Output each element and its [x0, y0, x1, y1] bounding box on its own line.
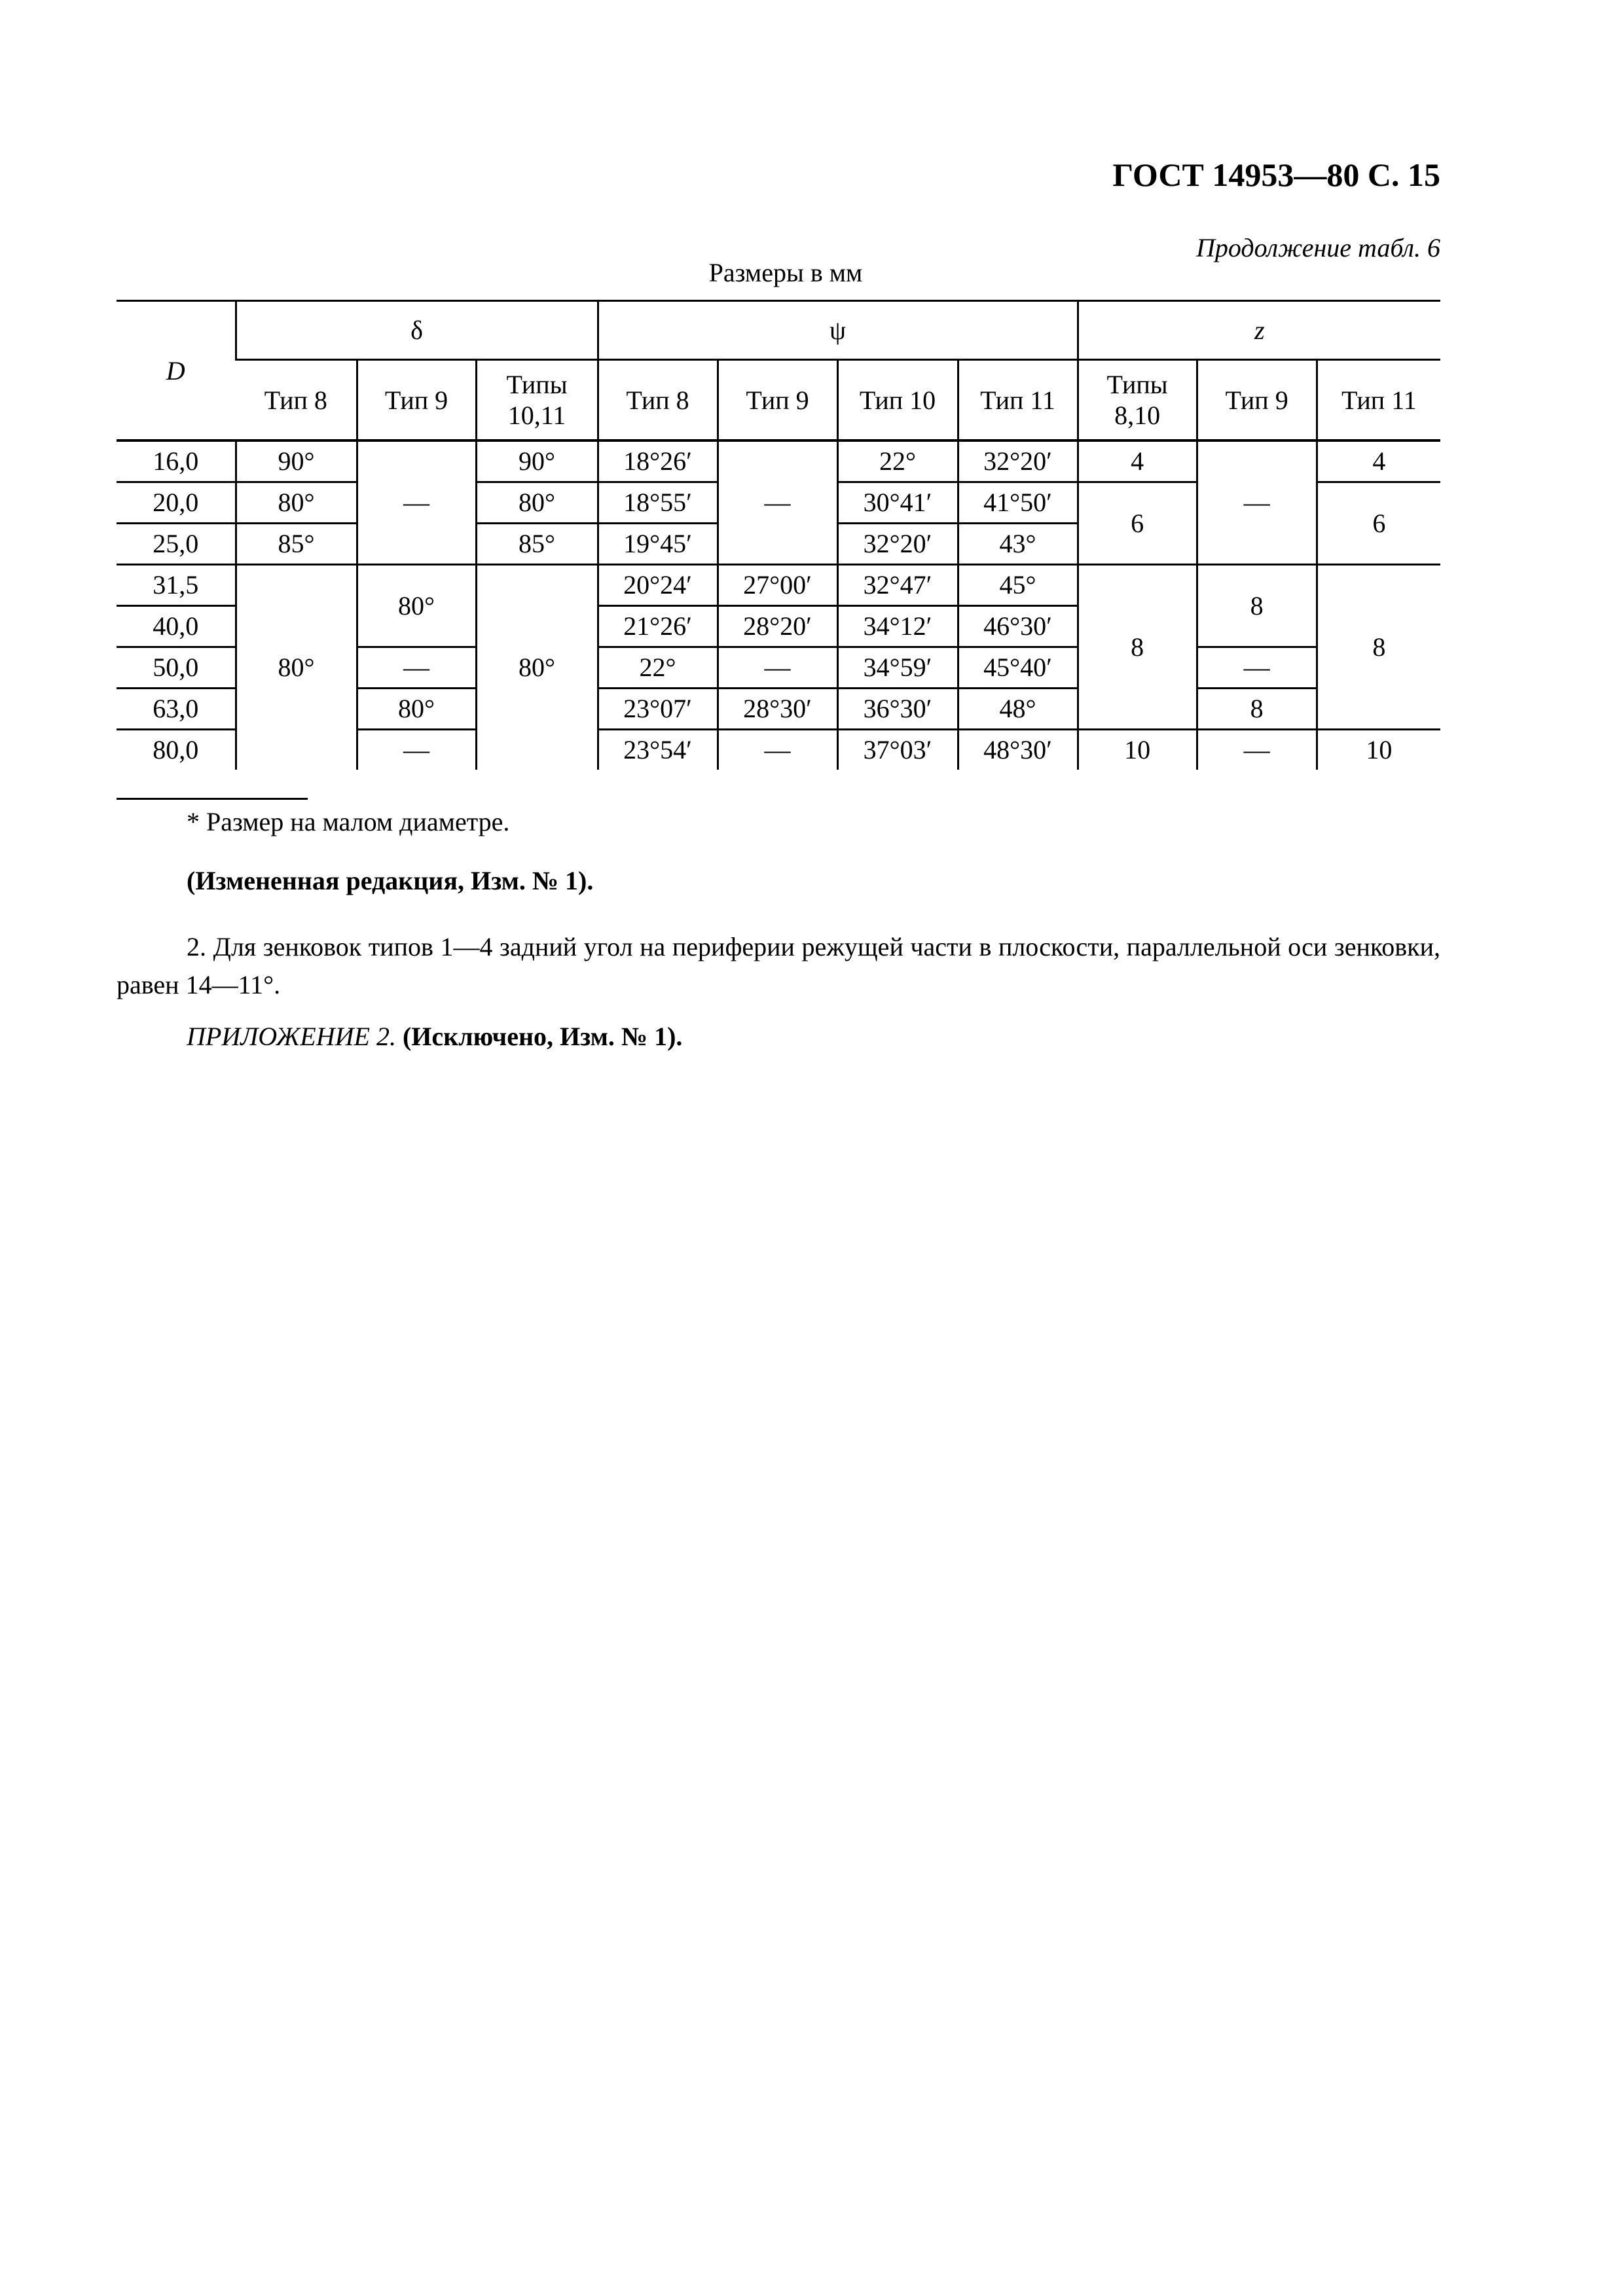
cell-psi-type10: 34°59′ — [837, 647, 958, 689]
footnote: * Размер на малом диаметре. — [187, 807, 510, 836]
cell-psi-type10: 34°12′ — [837, 606, 958, 647]
cell-psi-type8: 18°26′ — [598, 440, 718, 482]
paragraph-2: 2. Для зенковок типов 1—4 задний угол на периферии режущей части в плоскости, параллельной оси зенковки, равен 14—11°. — [117, 932, 1440, 999]
cell-delta-type8: 80° — [236, 482, 357, 524]
cell-psi-type9: 27°00′ — [718, 565, 837, 606]
cell-psi-type10: 22° — [837, 440, 958, 482]
cell-psi-type9: — — [718, 647, 837, 689]
col-header-z-types8-10: Типы 8,10 — [1078, 360, 1197, 441]
cell-z-type11: 6 — [1317, 482, 1440, 565]
table-row — [117, 440, 1440, 482]
cell-psi-type11: 45° — [958, 565, 1078, 606]
cell-psi-type10: 36°30′ — [837, 689, 958, 730]
cell-psi-type8: 19°45′ — [598, 524, 718, 565]
cell-delta-type9: — — [357, 647, 476, 689]
cell-delta-type9: 80° — [357, 689, 476, 730]
cell-psi-type9: — — [718, 730, 837, 770]
cell-d: 20,0 — [117, 482, 236, 524]
cell-d: 16,0 — [117, 440, 236, 482]
appendix-label: ПРИЛОЖЕНИЕ 2. — [187, 1022, 396, 1051]
cell-psi-type10: 30°41′ — [837, 482, 958, 524]
col-header-psi-type9: Тип 9 — [718, 360, 837, 441]
cell-delta-types10-11: 80° — [476, 482, 598, 524]
cell-d: 25,0 — [117, 524, 236, 565]
dimensions-table — [117, 300, 1440, 770]
cell-delta-type8: 80° — [236, 565, 357, 770]
group-header-z: z — [1078, 301, 1440, 360]
cell-psi-type8: 21°26′ — [598, 606, 718, 647]
cell-z-types8-10: 8 — [1078, 565, 1197, 730]
cell-z-type9: — — [1197, 647, 1317, 689]
table-row — [117, 565, 1440, 606]
col-header-d: D — [117, 301, 236, 441]
appendix-status: (Исключено, Изм. № 1). — [402, 1022, 683, 1051]
page-title: ГОСТ 14953—80 С. 15 — [1112, 156, 1440, 193]
cell-z-type9: — — [1197, 440, 1317, 565]
header-row-types — [117, 360, 1440, 441]
col-header-delta-type8: Тип 8 — [236, 360, 357, 441]
cell-psi-type9: 28°30′ — [718, 689, 837, 730]
col-header-psi-type10: Тип 10 — [837, 360, 958, 441]
cell-psi-type8: 23°54′ — [598, 730, 718, 770]
units-label: Размеры в мм — [708, 258, 863, 287]
footnote-divider — [117, 798, 308, 800]
col-header-z-type11: Тип 11 — [1317, 360, 1440, 441]
cell-z-type11: 4 — [1317, 440, 1440, 482]
cell-psi-type9: — — [718, 440, 837, 565]
appendix-note — [187, 1021, 682, 1052]
col-header-delta-types10-11: Типы 10,11 — [476, 360, 598, 441]
cell-z-types8-10: 10 — [1078, 730, 1197, 770]
cell-z-type11: 8 — [1317, 565, 1440, 730]
cell-d: 50,0 — [117, 647, 236, 689]
cell-z-type9: 8 — [1197, 565, 1317, 647]
cell-z-type9: 8 — [1197, 689, 1317, 730]
col-header-z-type9: Тип 9 — [1197, 360, 1317, 441]
cell-d: 31,5 — [117, 565, 236, 606]
cell-delta-type9: 80° — [357, 565, 476, 647]
cell-z-type11: 10 — [1317, 730, 1440, 770]
cell-z-types8-10: 6 — [1078, 482, 1197, 565]
cell-delta-types10-11: 85° — [476, 524, 598, 565]
cell-d: 80,0 — [117, 730, 236, 770]
cell-psi-type10: 37°03′ — [837, 730, 958, 770]
cell-delta-type8: 90° — [236, 440, 357, 482]
cell-delta-type9: — — [357, 730, 476, 770]
cell-d: 63,0 — [117, 689, 236, 730]
col-header-psi-type11: Тип 11 — [958, 360, 1078, 441]
col-header-psi-type8: Тип 8 — [598, 360, 718, 441]
cell-psi-type8: 20°24′ — [598, 565, 718, 606]
cell-delta-type8: 85° — [236, 524, 357, 565]
cell-psi-type10: 32°47′ — [837, 565, 958, 606]
cell-delta-types10-11: 90° — [476, 440, 598, 482]
cell-psi-type11: 45°40′ — [958, 647, 1078, 689]
cell-psi-type11: 48° — [958, 689, 1078, 730]
amendment-note: (Измененная редакция, Изм. № 1). — [187, 866, 594, 895]
cell-psi-type8: 23°07′ — [598, 689, 718, 730]
cell-psi-type11: 32°20′ — [958, 440, 1078, 482]
cell-psi-type10: 32°20′ — [837, 524, 958, 565]
cell-psi-type11: 48°30′ — [958, 730, 1078, 770]
header-row-groups — [117, 301, 1440, 360]
cell-psi-type8: 22° — [598, 647, 718, 689]
cell-d: 40,0 — [117, 606, 236, 647]
cell-psi-type8: 18°55′ — [598, 482, 718, 524]
cell-delta-types10-11: 80° — [476, 565, 598, 770]
group-header-delta: δ — [236, 301, 598, 360]
cell-psi-type9: 28°20′ — [718, 606, 837, 647]
cell-z-type9: — — [1197, 730, 1317, 770]
cell-delta-type9: — — [357, 440, 476, 565]
cell-psi-type11: 43° — [958, 524, 1078, 565]
table-caption: Продолжение табл. 6 — [1195, 233, 1440, 262]
cell-psi-type11: 41°50′ — [958, 482, 1078, 524]
col-header-delta-type9: Тип 9 — [357, 360, 476, 441]
cell-psi-type11: 46°30′ — [958, 606, 1078, 647]
group-header-psi: ψ — [598, 301, 1078, 360]
cell-z-types8-10: 4 — [1078, 440, 1197, 482]
